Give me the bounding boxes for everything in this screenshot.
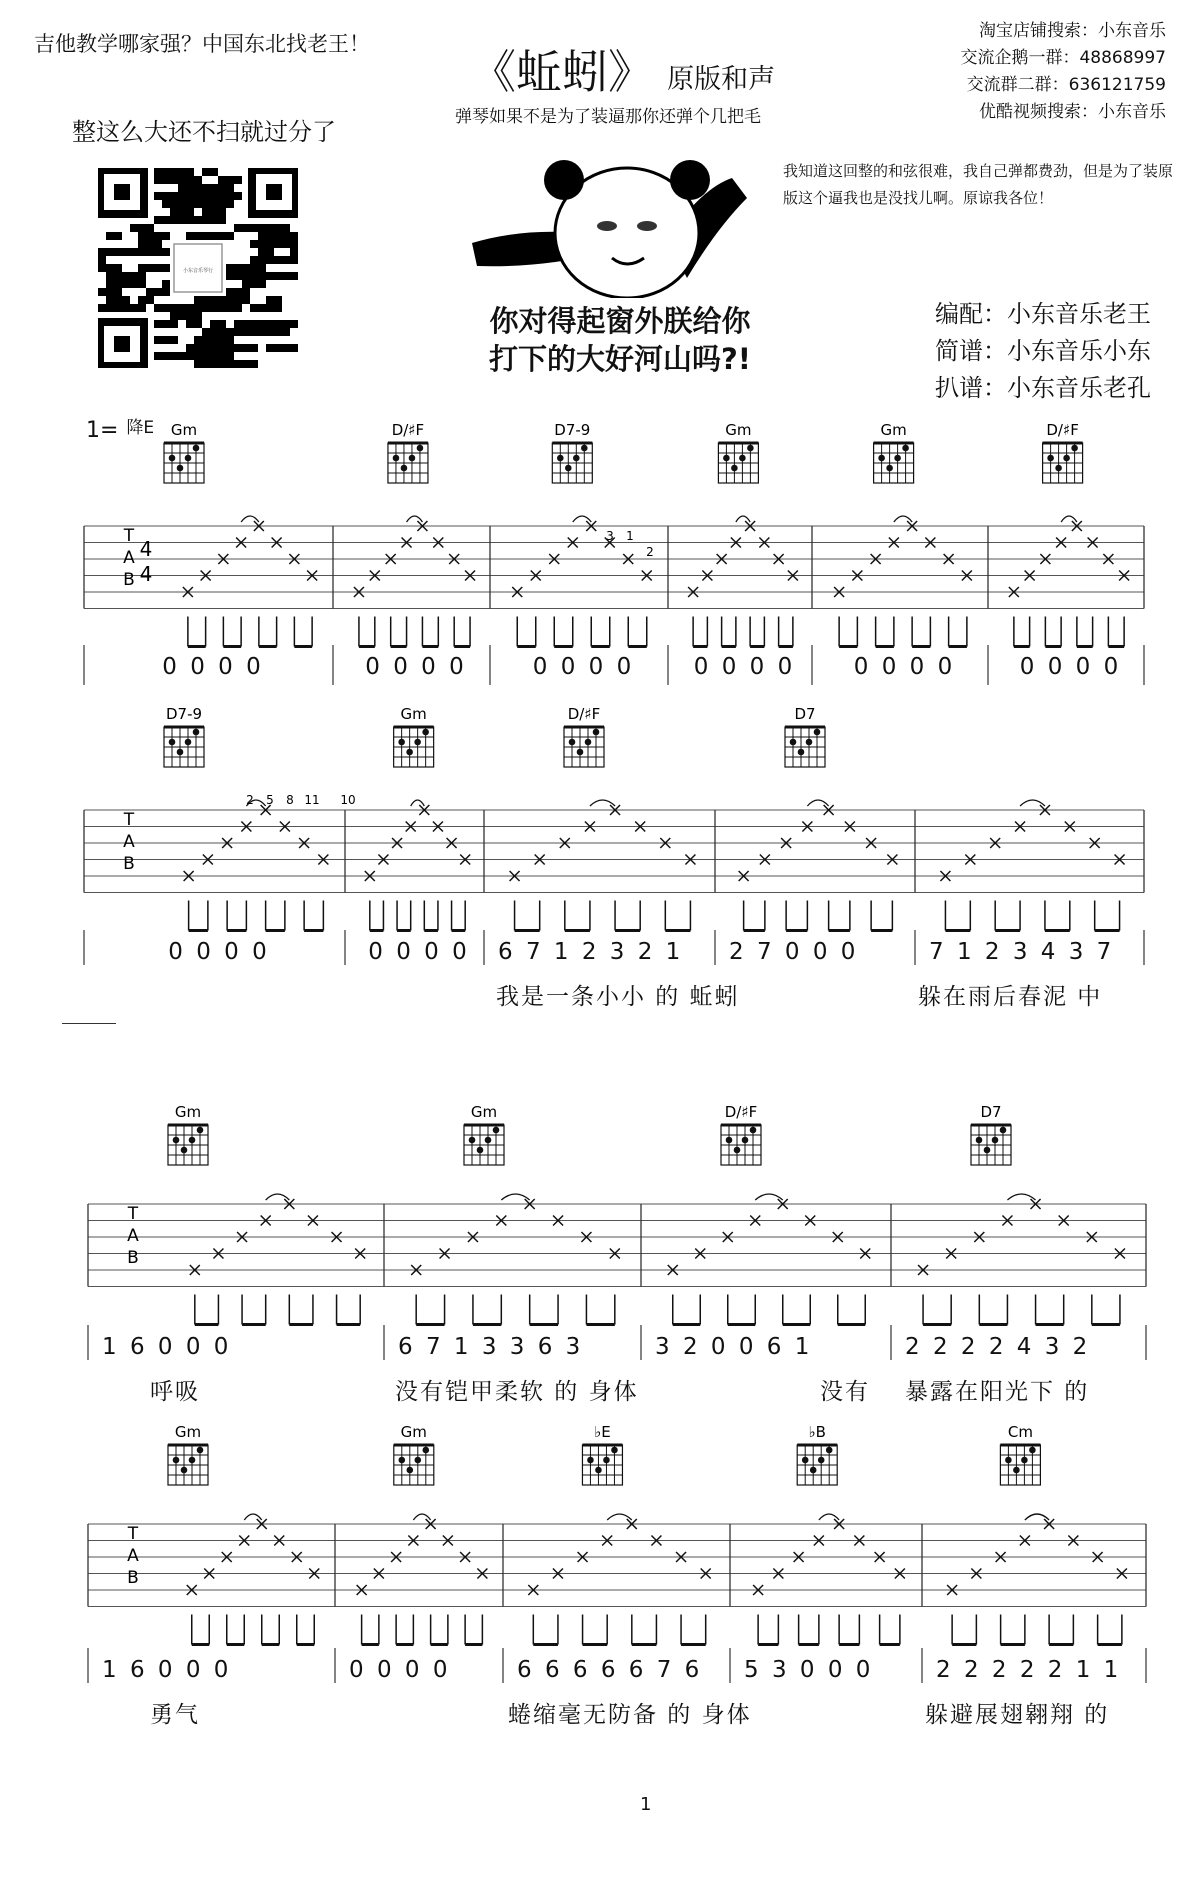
tab-clef-letter-A: A xyxy=(127,1226,139,1246)
numbered-notation: 0 0 0 0 xyxy=(368,939,467,965)
lyric-line: 躲避展翅翱翔 的 xyxy=(925,1702,1110,1728)
chord-dot xyxy=(747,445,754,452)
tie-arc xyxy=(607,1514,632,1520)
tab-clef-letter-A: A xyxy=(123,832,135,852)
transcriber-credit: 扒谱：小东音乐老孔 xyxy=(935,374,1151,402)
chord-dot xyxy=(1055,465,1062,472)
tie-arc xyxy=(819,1514,839,1520)
chord-dot xyxy=(169,455,176,462)
lyric-line: 勇气 xyxy=(150,1702,200,1728)
chord-dot xyxy=(806,739,813,746)
chord-dot xyxy=(739,455,746,462)
tie-arc xyxy=(244,1514,262,1520)
chord-name: Gm xyxy=(400,1423,427,1441)
chord-dot xyxy=(1047,455,1054,462)
time-sig-top: 4 xyxy=(139,537,153,561)
tab-clef-letter-B: B xyxy=(123,854,135,874)
chord-dot xyxy=(1000,1127,1007,1134)
numbered-notation: 0 0 0 0 xyxy=(365,654,464,680)
chord-dot xyxy=(169,739,176,746)
chord-dot xyxy=(565,465,572,472)
chord-dot xyxy=(802,1457,809,1464)
chord-dot xyxy=(197,1447,204,1454)
chord-name: D7 xyxy=(980,1103,1002,1121)
tie-arc xyxy=(573,516,592,522)
tab-clef-letter-T: T xyxy=(127,1204,139,1224)
chord-name: Gm xyxy=(725,421,752,439)
time-sig-bottom: 4 xyxy=(139,562,153,586)
chord-dot xyxy=(477,1147,484,1154)
chord-dot xyxy=(393,455,400,462)
song-subtitle: 原版和声 xyxy=(667,64,776,95)
meme-line-1: 你对得起窗外朕给你 xyxy=(489,304,751,338)
tie-arc xyxy=(590,800,615,806)
chord-dot xyxy=(485,1137,492,1144)
chord-dot xyxy=(593,729,600,736)
lyric-line: 躲在雨后春泥 中 xyxy=(918,984,1103,1010)
numbered-notation: 3 2 0 0 6 1 xyxy=(655,1334,810,1360)
chord-dot xyxy=(1071,445,1078,452)
chord-name: Gm xyxy=(174,1423,202,1441)
ad-left: 吉他教学哪家强？中国东北找老王！ xyxy=(34,32,370,56)
lyric-line: 暴露在阳光下 的 xyxy=(905,1379,1090,1405)
numbered-notation: 5 3 0 0 0 xyxy=(744,1657,871,1683)
numbered-notation: 0 0 0 0 xyxy=(853,654,953,680)
chord-dot xyxy=(414,739,421,746)
chord-dot xyxy=(984,1147,991,1154)
shop-search: 淘宝店铺搜索：小东音乐 xyxy=(979,21,1166,41)
chord-dot xyxy=(1029,1447,1036,1454)
tab-clef-letter-B: B xyxy=(127,1568,139,1588)
tie-arc xyxy=(1020,800,1045,806)
tab-fret-number: 11 xyxy=(304,793,320,807)
chord-dot xyxy=(181,1467,188,1474)
lyric-line: 呼吸 xyxy=(150,1379,200,1405)
numbered-notation: 2 2 2 2 2 1 1 xyxy=(936,1657,1119,1683)
arranger-note: 我知道这回整的和弦很难，我自己弹都费劲，但是为了装原版这个逼我也是没找儿啊。原谅我各位！ xyxy=(783,162,1174,207)
numbered-notation: 0 0 0 0 xyxy=(349,1657,448,1683)
tab-clef-letter-A: A xyxy=(123,548,135,568)
tie-arc xyxy=(807,800,828,806)
qr-caption: 整这么大还不扫就过分了 xyxy=(72,118,336,146)
numbered-notation: 0 0 0 0 xyxy=(532,654,632,680)
chord-dot xyxy=(810,1467,817,1474)
chord-name: Gm xyxy=(170,421,198,439)
tie-arc xyxy=(413,1514,430,1520)
chord-dot xyxy=(573,455,580,462)
numbered-notation: 1 6 0 0 0 xyxy=(102,1657,229,1683)
numbered-notation: 0 0 0 0 xyxy=(1019,654,1119,680)
chord-dot xyxy=(189,1457,196,1464)
numbered-notation: 0 0 0 0 xyxy=(693,654,793,680)
qr-logo-label: 小东音乐琴行 xyxy=(182,268,214,274)
chord-dot xyxy=(611,1447,618,1454)
chord-name: D/♯F xyxy=(391,421,425,439)
numbered-notation: 7 1 2 3 4 3 7 xyxy=(929,939,1112,965)
chord-dot xyxy=(407,1467,414,1474)
chord-dot xyxy=(814,729,821,736)
chord-dot xyxy=(581,445,588,452)
page-number: 1 xyxy=(640,1794,652,1815)
chord-dot xyxy=(189,1137,196,1144)
chord-name: D/♯F xyxy=(567,705,601,723)
chord-dot xyxy=(197,1127,204,1134)
chord-dot xyxy=(177,465,184,472)
tie-arc xyxy=(1061,516,1077,522)
chord-dot xyxy=(723,455,730,462)
tab-clef-letter-A: A xyxy=(127,1546,139,1566)
chord-dot xyxy=(173,1137,180,1144)
chord-dot xyxy=(181,1147,188,1154)
chord-dot xyxy=(406,749,413,756)
chord-dot xyxy=(992,1137,999,1144)
chord-name: Cm xyxy=(1007,1423,1033,1441)
qq-group-1: 交流企鹅一群：48868997 xyxy=(960,48,1166,68)
chord-name: Gm xyxy=(470,1103,498,1121)
chord-name: D/♯F xyxy=(724,1103,758,1121)
chord-dot xyxy=(417,445,424,452)
numbered-notation: 6 6 6 6 6 7 6 xyxy=(517,1657,700,1683)
tie-arc xyxy=(411,800,425,806)
tab-clef-letter-T: T xyxy=(127,1524,139,1544)
chord-dot xyxy=(1013,1467,1020,1474)
tie-arc xyxy=(1025,1514,1049,1520)
chord-name: Gm xyxy=(880,421,907,439)
tab-clef-letter-B: B xyxy=(127,1248,139,1268)
chord-dot xyxy=(826,1447,833,1454)
tab-fret-number: 2 xyxy=(246,793,254,807)
chord-dot xyxy=(399,1457,406,1464)
chord-dot xyxy=(409,455,416,462)
chord-name: Gm xyxy=(174,1103,202,1121)
meme-line-2: 打下的大好河山吗?! xyxy=(488,342,752,376)
tie-arc xyxy=(241,516,259,522)
arranger-credit: 编配：小东音乐老王 xyxy=(935,300,1151,328)
tie-arc xyxy=(266,1194,290,1200)
chord-dot xyxy=(818,1457,825,1464)
lyric-line: 没有 xyxy=(820,1379,870,1405)
chord-dot xyxy=(415,1457,422,1464)
chord-name: D7 xyxy=(794,705,816,723)
notation-credit: 简谱：小东音乐小东 xyxy=(935,337,1151,365)
key-prefix: 1= xyxy=(86,418,119,443)
chord-dot xyxy=(173,1457,180,1464)
tab-clef-letter-T: T xyxy=(123,526,135,546)
chord-name: D/♯F xyxy=(1046,421,1079,439)
numbered-notation: 2 2 2 2 4 3 2 xyxy=(905,1334,1088,1360)
chord-dot xyxy=(1005,1457,1012,1464)
chord-dot xyxy=(185,739,192,746)
chord-dot xyxy=(750,1127,757,1134)
chord-dot xyxy=(878,455,885,462)
tab-fret-number: 2 xyxy=(646,545,654,559)
numbered-notation: 0 0 0 0 xyxy=(168,939,267,965)
chord-dot xyxy=(902,445,909,452)
chord-name: ♭B xyxy=(808,1423,826,1441)
tie-arc xyxy=(407,516,423,522)
numbered-notation: 1 6 0 0 0 xyxy=(102,1334,229,1360)
chord-dot xyxy=(595,1467,602,1474)
qq-group-2: 交流群二群：636121759 xyxy=(966,75,1166,95)
chord-dot xyxy=(731,465,738,472)
chord-name: D7-9 xyxy=(165,705,203,723)
tab-clef-letter-T: T xyxy=(123,810,135,830)
chord-dot xyxy=(726,1137,733,1144)
chord-dot xyxy=(577,749,584,756)
tagline: 弹琴如果不是为了装逼那你还弹个几把毛 xyxy=(455,107,761,127)
key-name: 降E xyxy=(126,418,155,438)
chord-dot xyxy=(1021,1457,1028,1464)
lyric-line: 蜷缩毫无防备 的 身体 xyxy=(508,1702,752,1728)
chord-dot xyxy=(193,729,200,736)
tab-fret-number: 1 xyxy=(626,529,634,543)
chord-dot xyxy=(423,1447,430,1454)
chord-dot xyxy=(585,739,592,746)
chord-dot xyxy=(193,445,200,452)
numbered-notation: 6 7 1 2 3 2 1 xyxy=(498,939,681,965)
song-title: 《蚯蚓》 xyxy=(470,45,654,99)
chord-dot xyxy=(1063,455,1070,462)
tie-arc xyxy=(894,516,912,522)
chord-dot xyxy=(469,1137,476,1144)
chord-dot xyxy=(401,465,408,472)
chord-dot xyxy=(493,1127,500,1134)
chord-dot xyxy=(177,749,184,756)
chord-dot xyxy=(569,739,576,746)
numbered-notation: 2 7 0 0 0 xyxy=(729,939,856,965)
youku-search: 优酷视频搜索：小东音乐 xyxy=(979,102,1166,122)
chord-dot xyxy=(742,1137,749,1144)
tab-fret-number: 10 xyxy=(340,793,356,807)
chord-dot xyxy=(398,739,405,746)
tie-arc xyxy=(736,516,750,522)
numbered-notation: 0 0 0 0 xyxy=(162,654,261,680)
chord-dot xyxy=(587,1457,594,1464)
chord-dot xyxy=(894,455,901,462)
chord-dot xyxy=(603,1457,610,1464)
lyric-line: 没有铠甲柔软 的 身体 xyxy=(395,1379,639,1405)
tab-fret-number: 5 xyxy=(266,793,274,807)
chord-dot xyxy=(886,465,893,472)
chord-dot xyxy=(557,455,564,462)
tab-fret-number: 3 xyxy=(606,529,614,543)
tab-fret-number: 8 xyxy=(286,793,294,807)
chord-dot xyxy=(798,749,805,756)
numbered-notation: 6 7 1 3 3 6 3 xyxy=(398,1334,581,1360)
chord-dot xyxy=(790,739,797,746)
chord-name: Gm xyxy=(400,705,427,723)
chord-name: ♭E xyxy=(594,1423,611,1441)
chord-name: D7-9 xyxy=(554,421,591,439)
lyric-line: 我是一条小小 的 蚯蚓 xyxy=(496,984,740,1010)
chord-dot xyxy=(422,729,429,736)
chord-dot xyxy=(976,1137,983,1144)
tab-clef-letter-B: B xyxy=(123,570,135,590)
chord-dot xyxy=(185,455,192,462)
chord-dot xyxy=(734,1147,741,1154)
